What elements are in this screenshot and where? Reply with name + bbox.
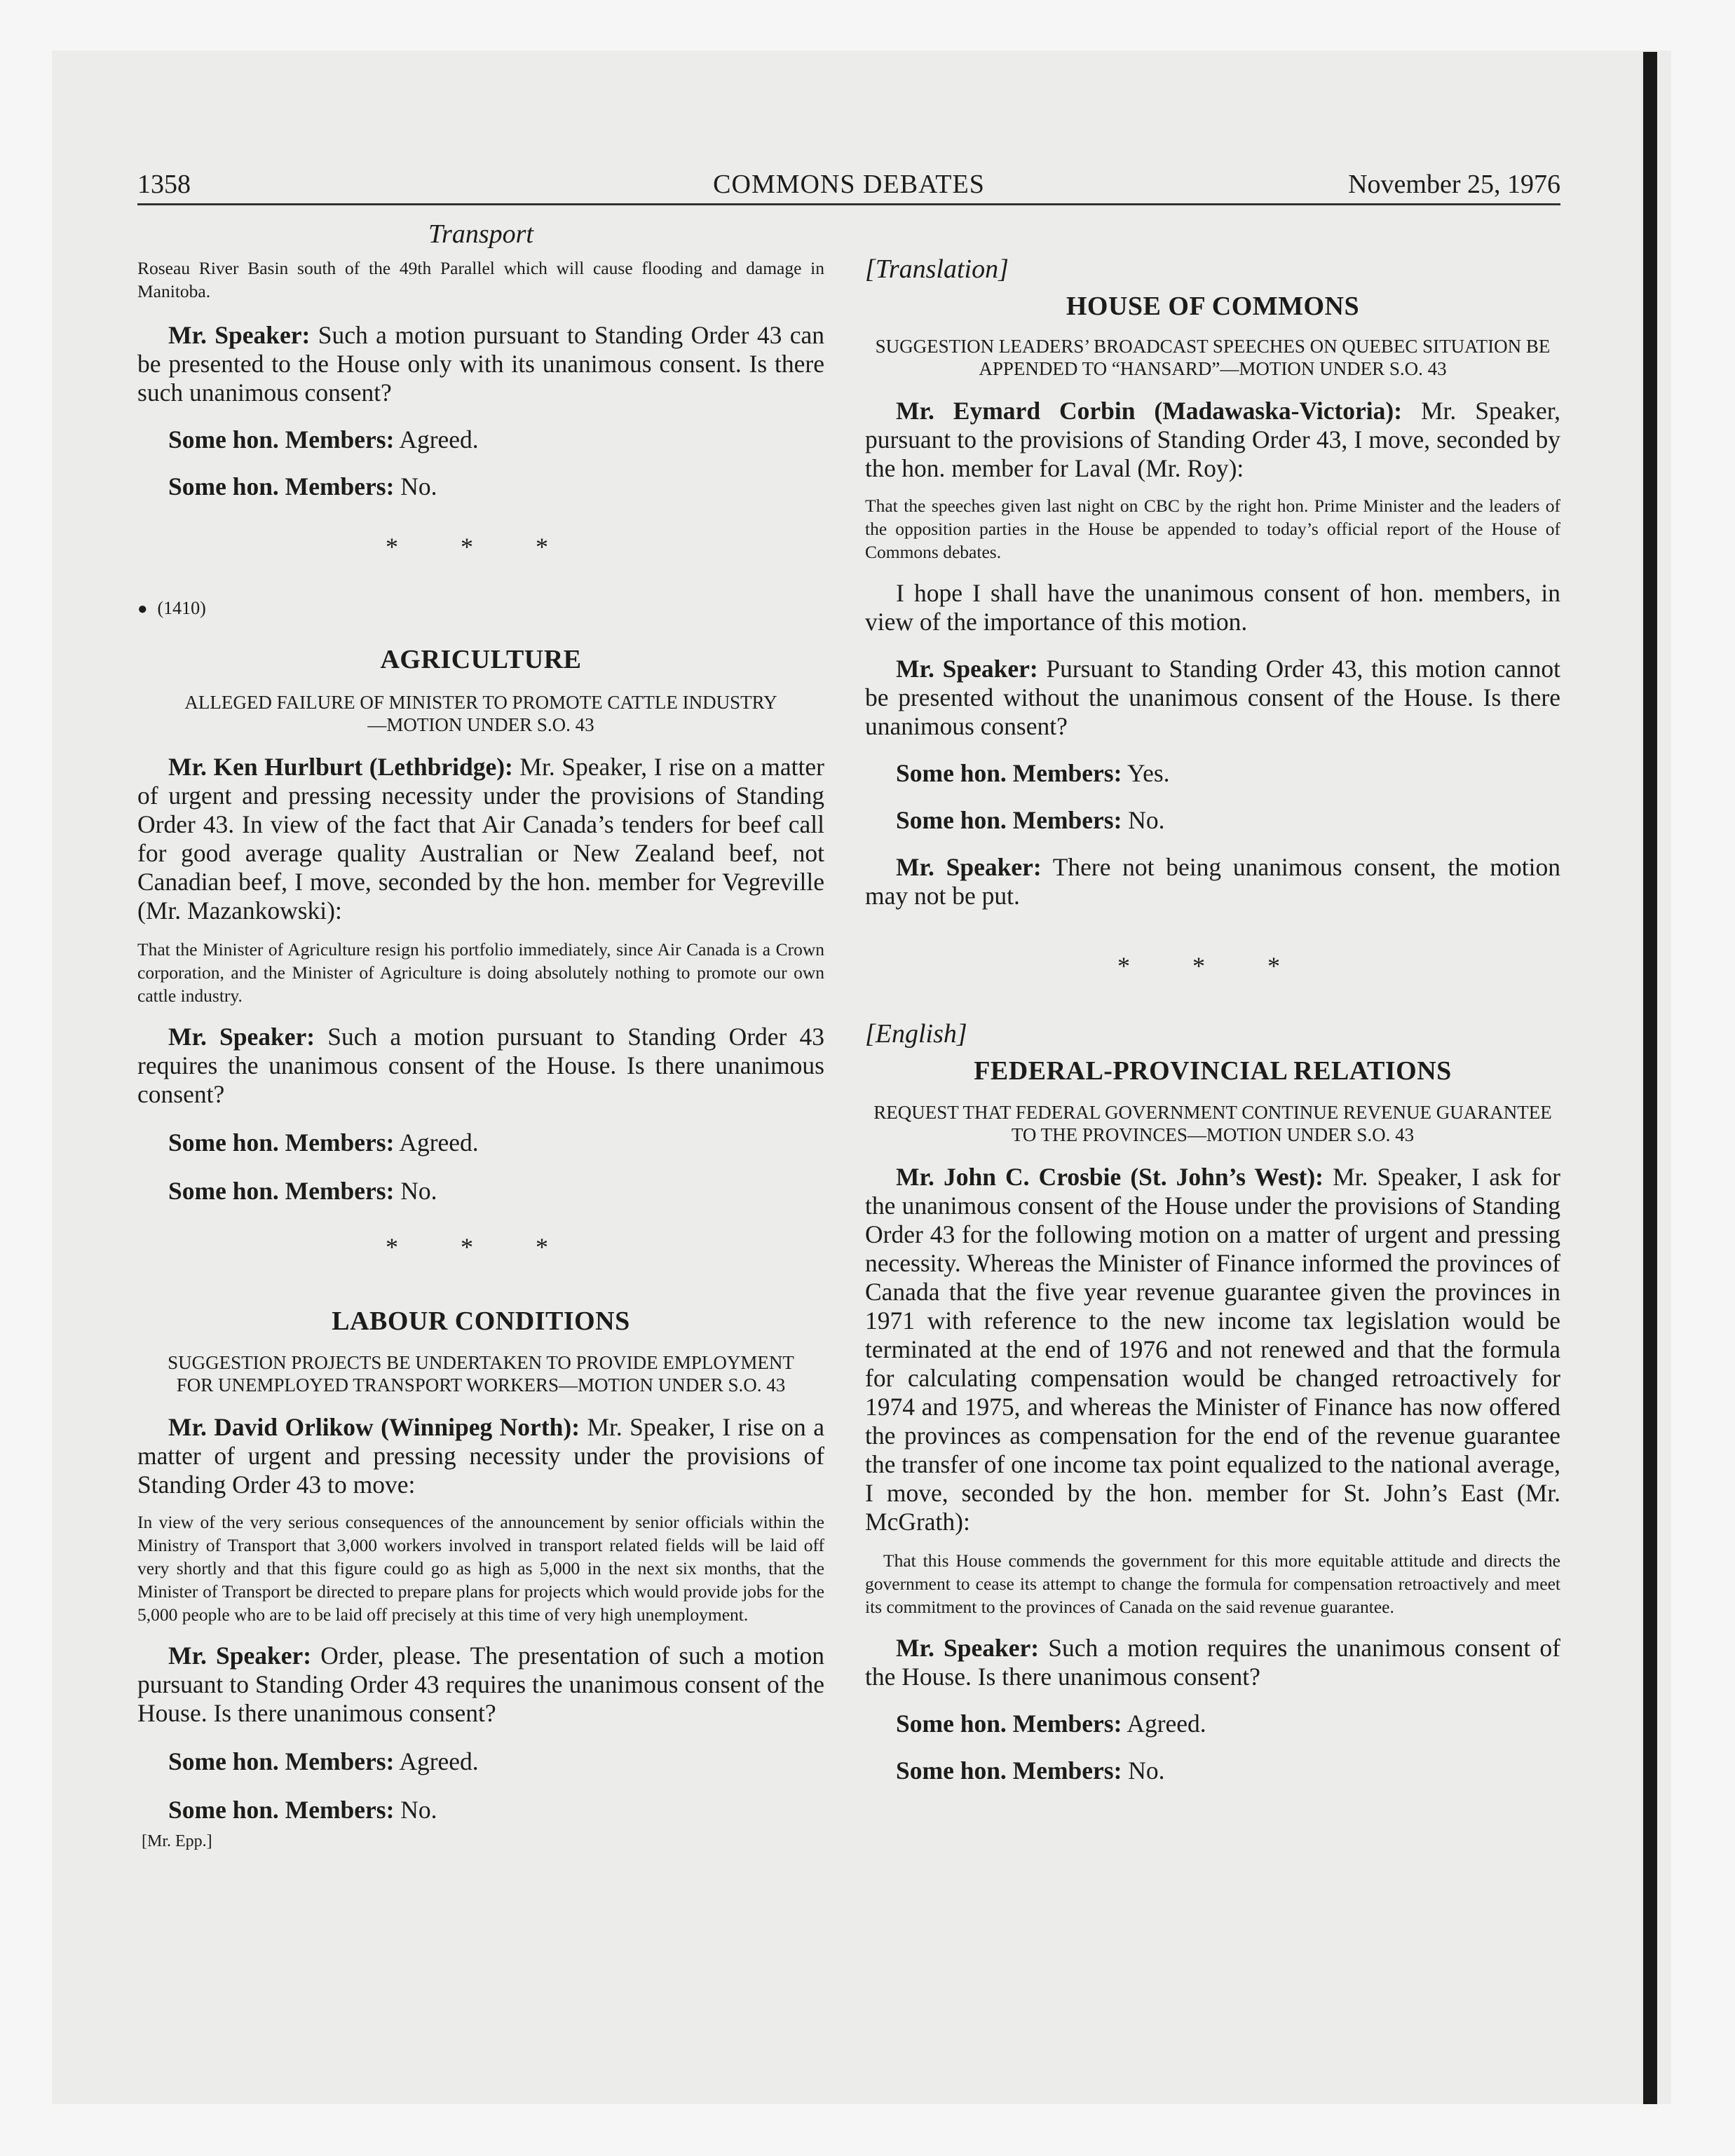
speech-text: No. — [1122, 806, 1165, 834]
page-number: 1358 — [137, 170, 191, 199]
section-subheading: SUGGESTION PROJECTS BE UNDERTAKEN TO PROVIDE EMPLOYMENT FOR UNEMPLOYED TRANSPORT WORKERS—MOTION UNDER S.O. 43 — [168, 1352, 794, 1396]
speech-paragraph — [137, 753, 824, 925]
speaker-name: Some hon. Members: — [168, 425, 395, 453]
speaker-name: Mr. Eymard Corbin (Madawaska-Victoria): — [896, 397, 1403, 425]
speaker-name: Mr. Ken Hurlburt (Lethbridge): — [168, 753, 513, 781]
speech-paragraph — [137, 1128, 824, 1157]
speech-paragraph — [137, 1413, 824, 1499]
section-separator: * * * — [386, 533, 576, 561]
speaker-name: Mr. John C. Crosbie (St. John’s West): — [896, 1163, 1324, 1191]
speech-text: Such a motion requires the unanimous consent of the House. Is there unanimous consent? — [865, 1634, 1560, 1691]
speaker-byline: [Mr. Epp.] — [142, 1832, 212, 1850]
speech-paragraph — [865, 1634, 1560, 1691]
speech-text: Agreed. — [1122, 1710, 1206, 1738]
speech-paragraph — [865, 1756, 1560, 1785]
section-separator: * * * — [386, 1233, 576, 1261]
speech-text: Pursuant to Standing Order 43, this motion cannot be presented without the unanimous consent of the House. Is there unanimous consent? — [865, 655, 1560, 740]
time-marker — [137, 598, 824, 620]
motion-text: That this House commends the government for this more equitable attitude and directs the government to cease its attempt to change the formula for compensation retroactively and meet its commitment to the provinces of Canada on the said revenue guarantee. — [865, 1550, 1560, 1617]
speech-text: Agreed. — [394, 425, 479, 453]
speech-paragraph — [137, 1642, 824, 1728]
speech-paragraph — [865, 397, 1560, 483]
time-marker-text: (1410) — [157, 598, 206, 618]
speech-paragraph — [137, 1177, 824, 1206]
speaker-name: Some hon. Members: — [896, 1756, 1122, 1785]
speaker-name: Mr. Speaker: — [896, 853, 1042, 881]
language-note: [English] — [865, 1019, 967, 1049]
scan-edge-bar — [1643, 52, 1657, 2104]
speaker-name: Mr. David Orlikow (Winnipeg North): — [168, 1413, 580, 1441]
speech-text: No. — [394, 472, 437, 500]
speech-paragraph — [865, 655, 1560, 741]
speech-text: Mr. Speaker, pursuant to the provisions of Standing Order 43, I move, seconded by the hon. member for Laval (Mr. Roy): — [865, 397, 1560, 482]
speaker-name: Mr. Speaker: — [168, 1642, 312, 1670]
section-heading-house-of-commons: HOUSE OF COMMONS — [1066, 292, 1360, 321]
speech-text: There not being unanimous consent, the motion may not be put. — [865, 853, 1560, 910]
speech-paragraph — [865, 806, 1560, 835]
speaker-name: Some hon. Members: — [896, 759, 1122, 787]
speech-paragraph — [865, 1710, 1560, 1738]
speech-paragraph — [865, 853, 1560, 910]
speech-paragraph — [137, 321, 824, 407]
speech-text: Such a motion pursuant to Standing Order 43 requires the unanimous consent of the House. Is there unanimous consent? — [137, 1023, 825, 1108]
carry-over-text: Roseau River Basin south of the 49th Parallel which will cause flooding and damage in Manitoba. — [137, 258, 824, 301]
page-date: November 25, 1976 — [1348, 170, 1560, 199]
translation-note: [Translation] — [865, 254, 1009, 284]
section-separator: * * * — [1117, 952, 1308, 980]
section-subheading: REQUEST THAT FEDERAL GOVERNMENT CONTINUE REVENUE GUARANTEE TO THE PROVINCES—MOTION UNDER S.O. 43 — [873, 1102, 1552, 1145]
journal-title: COMMONS DEBATES — [713, 170, 985, 199]
right-column — [865, 252, 1560, 1785]
speaker-name: Some hon. Members: — [896, 1710, 1122, 1738]
speaker-name: Some hon. Members: — [896, 806, 1122, 834]
speech-text: No. — [1122, 1756, 1165, 1785]
motion-text: That the speeches given last night on CBC by the right hon. Prime Minister and the leaders of the opposition parties in the House be appended to today’s official report of the House of Commons debates. — [865, 496, 1560, 562]
speech-paragraph — [137, 1747, 824, 1776]
speech-paragraph — [137, 472, 824, 501]
speech-text: Such a motion pursuant to Standing Order 43 can be presented to the House only with its unanimous consent. Is there such unanimous consent? — [137, 321, 824, 407]
speech-text: Yes. — [1122, 759, 1170, 787]
speaker-name: Mr. Speaker: — [168, 321, 311, 349]
motion-text: That the Minister of Agriculture resign his portfolio immediately, since Air Canada is a Crown corporation, and the Minister of Agriculture is doing absolutely nothing to promote our own cattle industry. — [137, 939, 824, 1006]
section-heading-federal-provincial: FEDERAL-PROVINCIAL RELATIONS — [974, 1056, 1452, 1086]
speech-paragraph — [137, 425, 824, 454]
section-heading-labour: LABOUR CONDITIONS — [332, 1306, 630, 1336]
speaker-name: Mr. Speaker: — [168, 1023, 315, 1051]
speech-paragraph — [865, 759, 1560, 788]
speaker-name: Mr. Speaker: — [896, 655, 1038, 683]
speech-text: Mr. Speaker, I ask for the unanimous consent of the House under the provisions of Standing Order 43 for the following motion on a matter of urgent and pressing necessity. Whereas the Minister of Finance informed the provinces of Canada that the five year revenue guarantee given the provinces in 1971 with reference to the new income tax legislation would be terminated at the end of 1976 and not renewed and that the formula for calculating compensation would be changed retroactively for 1974 and 1975, and whereas the Minister of Finance has now offered the provinces as compensation for the end of the revenue guarantee the transfer of one income tax point equalized to the national average, I move, seconded by the hon. member for St. John’s East (Mr. McGrath): — [865, 1163, 1560, 1536]
speaker-name: Some hon. Members: — [168, 1128, 395, 1157]
speech-text: No. — [394, 1796, 437, 1824]
speech-paragraph — [137, 1796, 824, 1824]
speech-paragraph — [137, 1023, 824, 1109]
motion-text: In view of the very serious consequences of the announcement by senior officials within the Ministry of Transport that 3,000 workers involved in transport related fields will be laid off very shortly and that this figure could go as high as 5,000 in the next six months, that the Minister of Transport be directed to prepare plans for projects which would provide jobs for the 5,000 people who are to be laid off precisely at this time of very high unemployment. — [137, 1512, 824, 1625]
speech-text: Mr. Speaker, I rise on a matter of urgent and pressing necessity under the provisions of Standing Order 43 to move: — [137, 1413, 824, 1499]
page-header — [137, 160, 1560, 205]
speech-text: Order, please. The presentation of such a motion pursuant to Standing Order 43 requires the unanimous consent of the House. Is there unanimous consent? — [137, 1642, 824, 1727]
section-subheading: ALLEGED FAILURE OF MINISTER TO PROMOTE CATTLE INDUSTRY—MOTION UNDER S.O. 43 — [184, 692, 777, 735]
section-subheading: SUGGESTION LEADERS’ BROADCAST SPEECHES ON QUEBEC SITUATION BE APPENDED TO “HANSARD”—MOTION UNDER S.O. 43 — [875, 336, 1551, 379]
bullet-dot-icon: ● — [137, 600, 148, 618]
speaker-name: Some hon. Members: — [168, 472, 395, 500]
section-heading-agriculture: AGRICULTURE — [380, 645, 582, 674]
speaker-name: Mr. Speaker: — [896, 1634, 1040, 1662]
speech-text: Agreed. — [394, 1128, 479, 1157]
speech-paragraph — [865, 1163, 1560, 1536]
speech-text: Mr. Speaker, I rise on a matter of urgent and pressing necessity under the provisions of Standing Order 43. In view of the fact that Air Canada’s tenders for beef call for good average quality Australian or New Zealand beef, not Canadian beef, I move, seconded by the hon. member for Vegreville (Mr. Mazankowski): — [137, 753, 824, 925]
speaker-name: Some hon. Members: — [168, 1747, 395, 1775]
running-topic: Transport — [428, 219, 533, 249]
speech-text: No. — [394, 1177, 437, 1205]
speaker-name: Some hon. Members: — [168, 1177, 395, 1205]
left-column — [137, 217, 824, 1851]
speech-text: Agreed. — [394, 1747, 479, 1775]
speaker-name: Some hon. Members: — [168, 1796, 395, 1824]
speech-paragraph: I hope I shall have the unanimous consent of hon. members, in view of the importance of this motion. — [865, 579, 1560, 636]
